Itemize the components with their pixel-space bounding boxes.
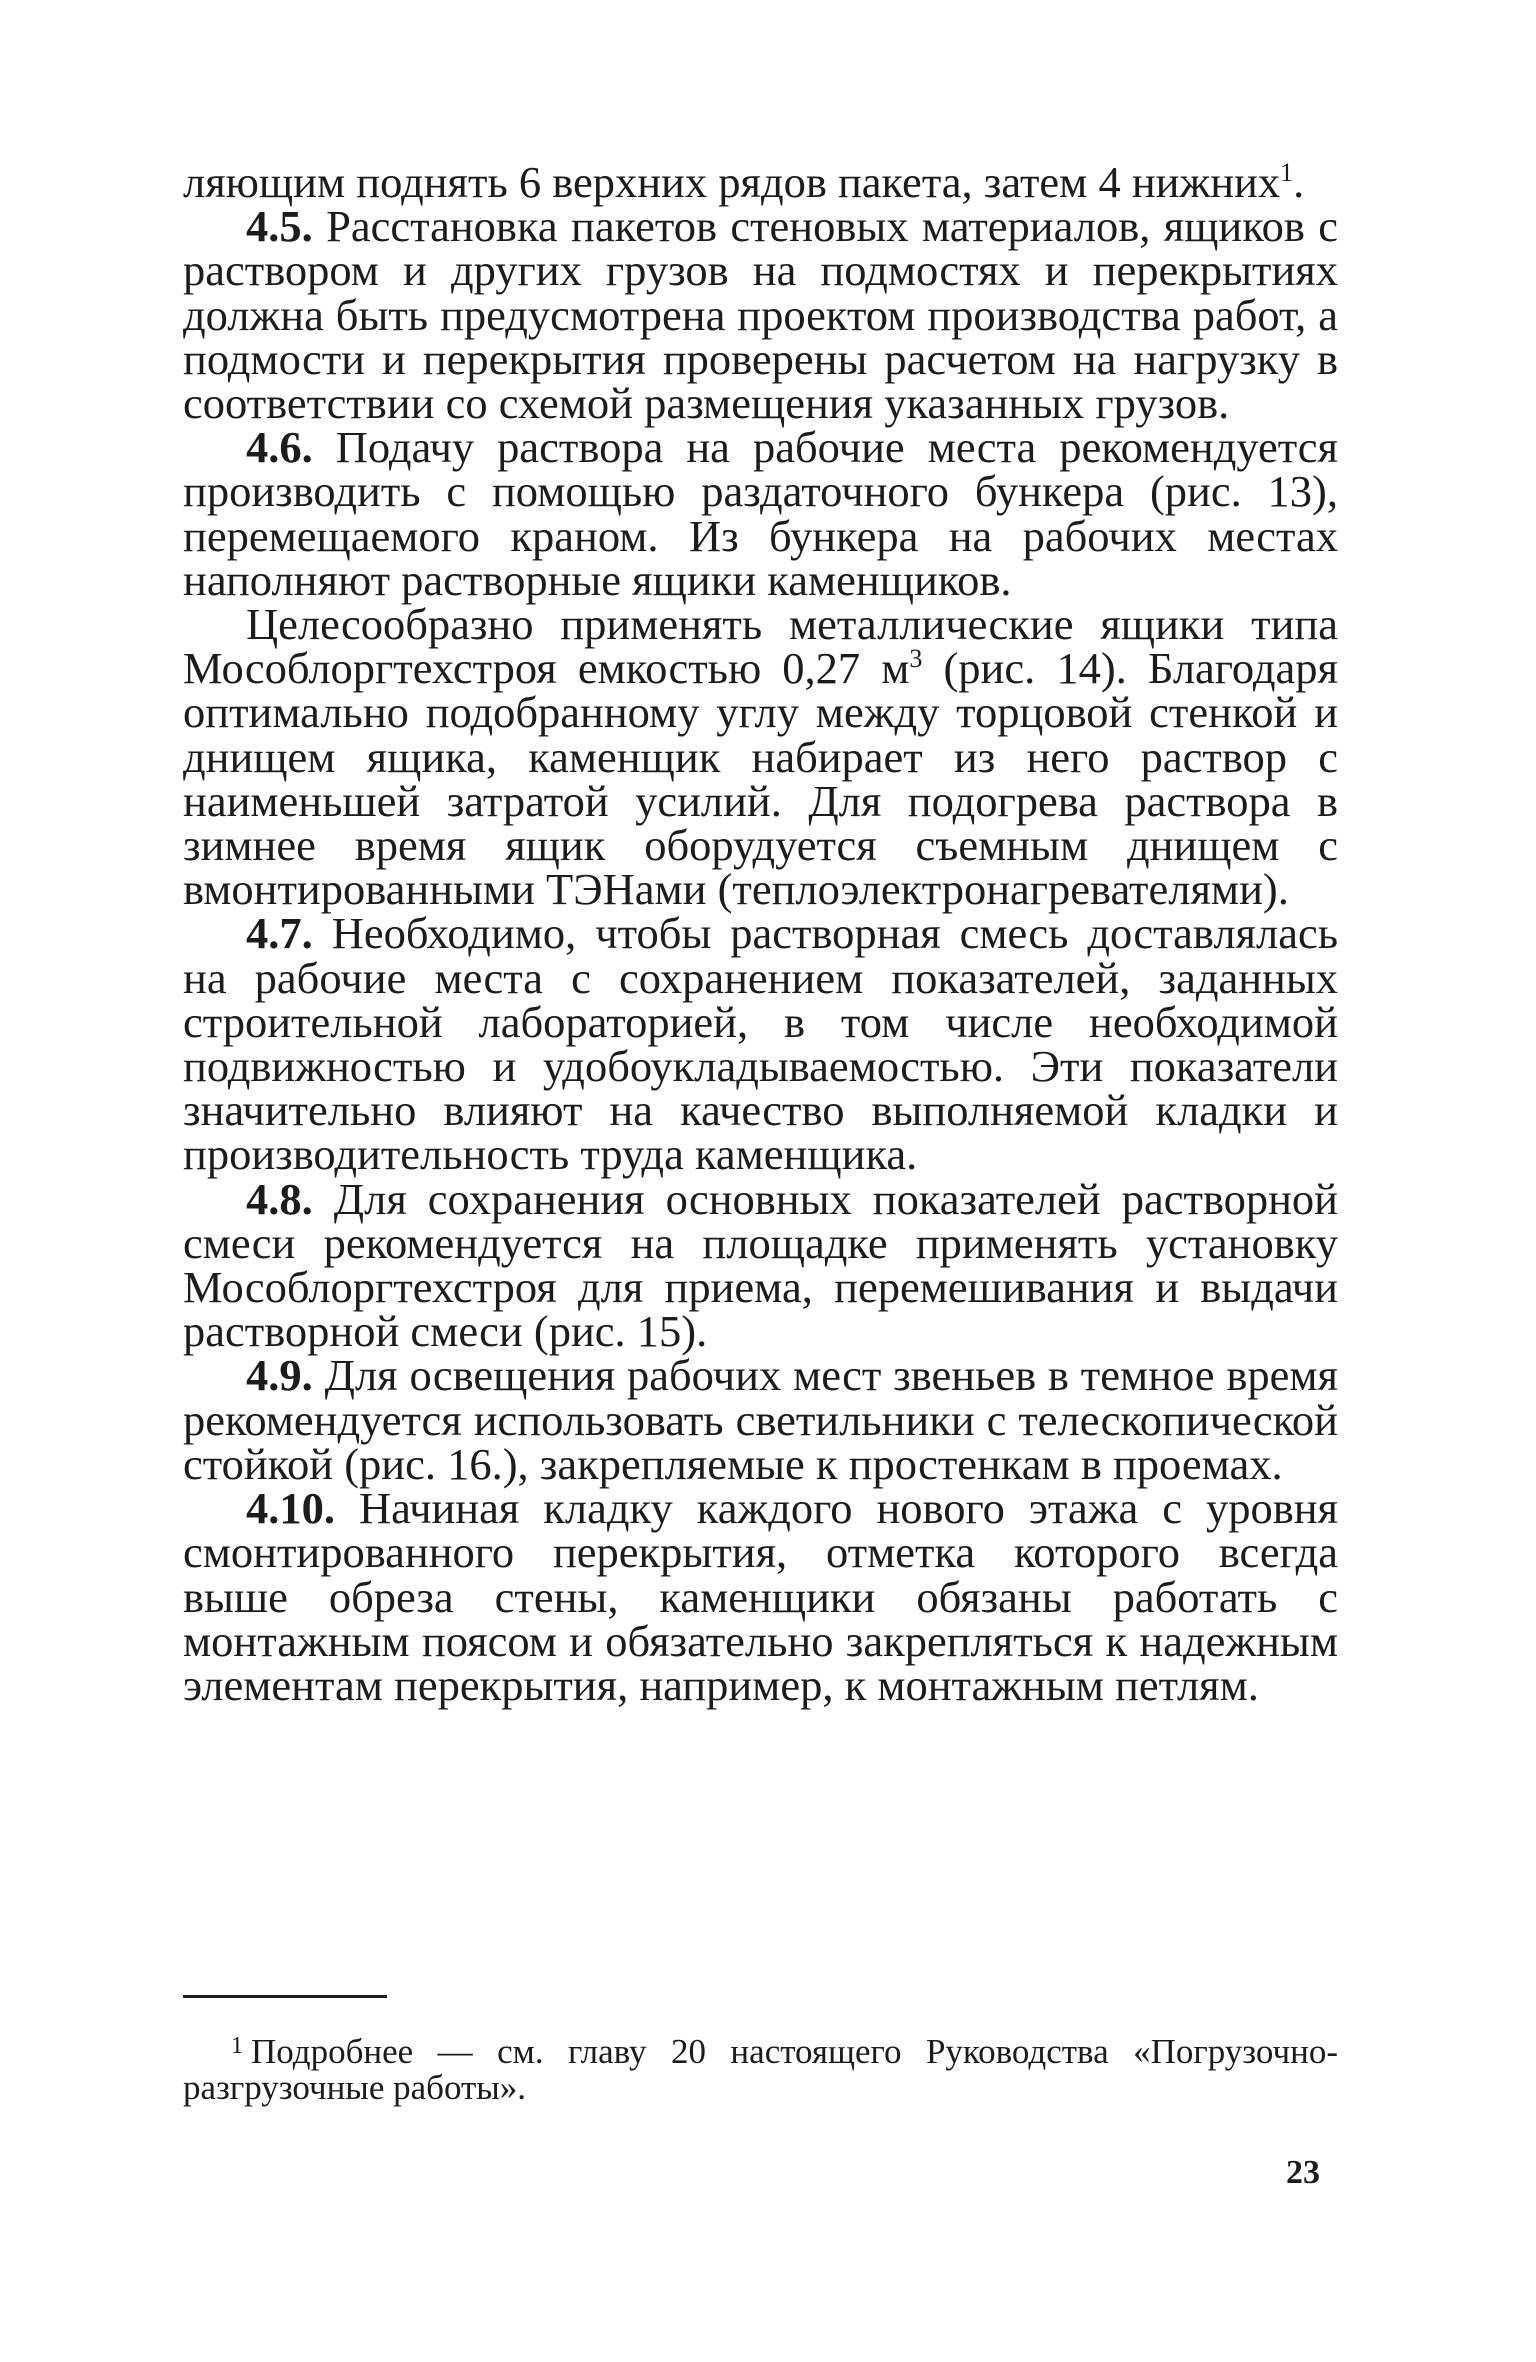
section-number: 4.9. <box>246 1350 313 1401</box>
paragraph-text: Подачу раствора на рабочие места рекомендуется производить с помощью раздаточного бункера (рис. 13), перемещаемого краном. Из бункера на рабочих местах наполняют растворные ящики каменщиков. <box>183 422 1338 605</box>
body-text <box>183 157 1338 1710</box>
section-number: 4.8. <box>246 1173 313 1224</box>
paragraph-text: Необходимо, чтобы растворная смесь доставлялась на рабочие места с сохранением показателей, заданных строительной лабораторией, в том числе необходимой подвижностью и удобоукладываемостью. Эти показатели значительно влияют на качество выполняемой кладки и производительность труда каменщика. <box>183 908 1338 1180</box>
paragraph-text: Начиная кладку каждого нового этажа с уровня смонтированного перекрытия, отметка которого всегда выше обреза стены, каменщики обязаны работать с монтажным поясом и обязательно закрепляться к надежным элементам перекрытия, например, к монтажным петлям. <box>183 1483 1338 1710</box>
paragraph-text-tail: . <box>1293 157 1305 207</box>
paragraph <box>183 1173 1338 1357</box>
paragraph-text-tail: (рис. 14). Благодаря оптимально подобранному углу между торцовой стенкой и днищем ящика, каменщик набирает из него раствор с наименьшей затратой усилий. Для подогрева раствора в зимнее время ящик оборудуется съемным днищем с вмонтированными ТЭНами (теплоэлектронагревателями). <box>183 643 1338 915</box>
section-number: 4.10. <box>246 1483 335 1534</box>
section-number: 4.6. <box>246 422 313 473</box>
paragraph <box>183 1483 1338 1710</box>
paragraph <box>183 201 1338 429</box>
section-number: 4.7. <box>246 908 313 959</box>
paragraph-text: Расстановка пакетов стеновых материалов, ящиков с раствором и других грузов на подмостях и перекрытиях должна быть предусмотрена проектом производства работ, а подмости и перекрытия проверены расчетом на нагрузку в соответствии со схемой размещения указанных грузов. <box>183 201 1338 429</box>
paragraph-text: Для освещения рабочих мест звеньев в темное время рекомендуется использовать светильники с телескопической стойкой (рис. 16.), закрепляемые к простенкам в проемах. <box>183 1350 1338 1489</box>
paragraph <box>183 157 1338 207</box>
superscript: 3 <box>909 644 923 674</box>
section-number: 4.5. <box>246 201 313 252</box>
footnote-divider <box>183 1995 387 1998</box>
paragraph-text: ляющим поднять 6 верхних рядов пакета, затем 4 нижних <box>183 157 1281 207</box>
footnote <box>183 2034 1338 2106</box>
paragraph <box>183 908 1338 1180</box>
superscript: 1 <box>1280 158 1294 188</box>
paragraph <box>183 1350 1338 1489</box>
footnote-mark: 1 <box>231 2033 243 2059</box>
paragraph-text: Для сохранения основных показателей растворной смеси рекомендуется на площадке применять установку Мособлоргтехстроя для приема, перемешивания и выдачи растворной смеси (рис. 15). <box>183 1173 1338 1357</box>
main-text-block <box>183 157 1338 1710</box>
footnote-text: Подробнее — см. главу 20 настоящего Руководства «Погрузочно-разгрузочные работы». <box>183 2032 1338 2107</box>
paragraph <box>183 599 1338 915</box>
page-number: 23 <box>1286 2154 1320 2191</box>
paragraph <box>183 422 1338 605</box>
paragraph-text: Целесообразно применять металлические ящики типа Мособлоргтехстроя емкостью 0,27 м <box>183 599 1338 694</box>
